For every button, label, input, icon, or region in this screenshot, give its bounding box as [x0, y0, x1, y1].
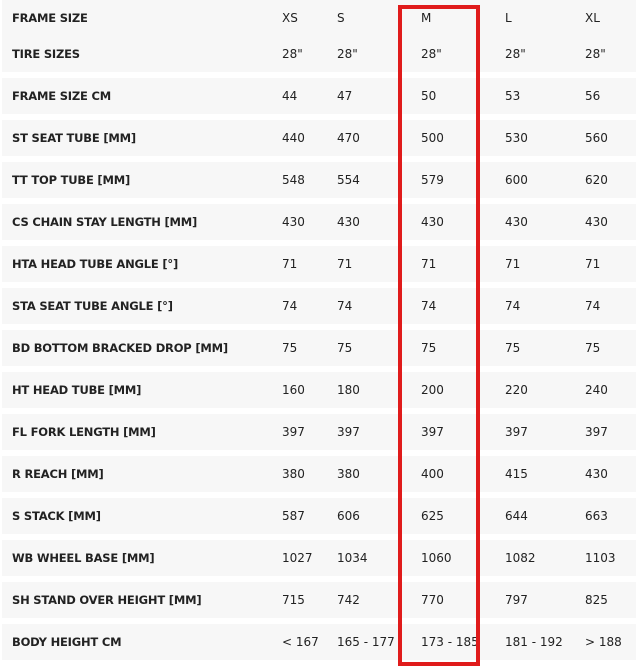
table-row	[2, 624, 636, 660]
row-value-s: 430	[337, 215, 360, 229]
row-label: STA SEAT TUBE ANGLE [°]	[12, 299, 173, 313]
row-value-l: 797	[505, 593, 528, 607]
row-label: SH STAND OVER HEIGHT [MM]	[12, 593, 202, 607]
row-value-xl: 560	[585, 131, 608, 145]
row-label: R REACH [MM]	[12, 467, 104, 481]
table-row	[2, 582, 636, 618]
header-size-s: S	[337, 11, 345, 25]
row-value-xl: > 188	[585, 635, 622, 649]
row-value-l: 397	[505, 425, 528, 439]
row-value-xl: 430	[585, 467, 608, 481]
row-value-s: 1034	[337, 551, 368, 565]
table-row	[2, 372, 636, 408]
row-value-m: 430	[421, 215, 444, 229]
row-value-xl: 71	[585, 257, 601, 271]
table-row	[2, 498, 636, 534]
row-value-m: 770	[421, 593, 444, 607]
row-value-xs: 548	[282, 173, 305, 187]
row-value-xl: 825	[585, 593, 608, 607]
row-value-m: 75	[421, 341, 437, 355]
row-value-l: 220	[505, 383, 528, 397]
row-value-l: 75	[505, 341, 521, 355]
row-value-l: 430	[505, 215, 528, 229]
row-value-xs: 430	[282, 215, 305, 229]
geometry-table	[2, 0, 636, 660]
header-label: FRAME SIZE	[12, 11, 88, 25]
row-value-l: 415	[505, 467, 528, 481]
row-value-s: 75	[337, 341, 353, 355]
row-value-m: 28"	[421, 47, 442, 61]
header-size-xl: XL	[585, 11, 600, 25]
row-value-xs: 28"	[282, 47, 303, 61]
row-label: CS CHAIN STAY LENGTH [MM]	[12, 215, 198, 229]
row-label: FL FORK LENGTH [MM]	[12, 425, 156, 439]
row-value-m: 71	[421, 257, 437, 271]
row-value-xl: 28"	[585, 47, 606, 61]
header-size-xs: XS	[282, 11, 298, 25]
row-value-xl: 1103	[585, 551, 616, 565]
row-value-l: 530	[505, 131, 528, 145]
row-value-xs: < 167	[282, 635, 319, 649]
row-value-s: 742	[337, 593, 360, 607]
row-value-m: 200	[421, 383, 444, 397]
header-size-m: M	[421, 11, 432, 25]
row-value-xl: 56	[585, 89, 601, 103]
table-row	[2, 330, 636, 366]
row-value-xl: 620	[585, 173, 608, 187]
table-row	[2, 78, 636, 114]
table-row	[2, 288, 636, 324]
table-row	[2, 414, 636, 450]
row-value-xl: 397	[585, 425, 608, 439]
row-value-xs: 75	[282, 341, 298, 355]
row-value-l: 74	[505, 299, 521, 313]
row-label: S STACK [MM]	[12, 509, 101, 523]
row-label: WB WHEEL BASE [MM]	[12, 551, 155, 565]
row-value-s: 606	[337, 509, 360, 523]
table-header-row	[2, 0, 636, 36]
row-value-s: 470	[337, 131, 360, 145]
row-value-s: 71	[337, 257, 353, 271]
row-value-l: 71	[505, 257, 521, 271]
table-row	[2, 204, 636, 240]
row-value-xl: 430	[585, 215, 608, 229]
row-value-m: 400	[421, 467, 444, 481]
row-value-l: 28"	[505, 47, 526, 61]
row-value-xl: 240	[585, 383, 608, 397]
row-label: ST SEAT TUBE [MM]	[12, 131, 136, 145]
row-value-l: 1082	[505, 551, 536, 565]
row-value-xs: 71	[282, 257, 298, 271]
row-value-xl: 74	[585, 299, 601, 313]
table-row	[2, 36, 636, 72]
row-value-s: 380	[337, 467, 360, 481]
row-label: HT HEAD TUBE [MM]	[12, 383, 142, 397]
row-value-m: 1060	[421, 551, 452, 565]
row-value-m: 397	[421, 425, 444, 439]
row-value-s: 74	[337, 299, 353, 313]
row-value-m: 579	[421, 173, 444, 187]
row-value-l: 53	[505, 89, 521, 103]
table-row	[2, 120, 636, 156]
table-row	[2, 540, 636, 576]
row-label: BD BOTTOM BRACKED DROP [MM]	[12, 341, 228, 355]
row-value-s: 397	[337, 425, 360, 439]
row-value-xs: 397	[282, 425, 305, 439]
header-size-l: L	[505, 11, 512, 25]
row-value-m: 625	[421, 509, 444, 523]
row-value-l: 644	[505, 509, 528, 523]
table-row	[2, 456, 636, 492]
row-value-m: 173 - 185	[421, 635, 479, 649]
row-label: FRAME SIZE CM	[12, 89, 111, 103]
row-value-xs: 74	[282, 299, 298, 313]
row-value-s: 28"	[337, 47, 358, 61]
row-label: BODY HEIGHT CM	[12, 635, 122, 649]
row-label: HTA HEAD TUBE ANGLE [°]	[12, 257, 179, 271]
row-value-s: 47	[337, 89, 353, 103]
row-value-m: 74	[421, 299, 437, 313]
row-value-l: 600	[505, 173, 528, 187]
row-value-m: 500	[421, 131, 444, 145]
row-value-xs: 587	[282, 509, 305, 523]
row-value-xs: 715	[282, 593, 305, 607]
row-value-xs: 1027	[282, 551, 313, 565]
row-value-m: 50	[421, 89, 437, 103]
table-row	[2, 246, 636, 282]
row-value-xs: 160	[282, 383, 305, 397]
row-value-s: 554	[337, 173, 360, 187]
row-value-xs: 44	[282, 89, 298, 103]
row-value-xl: 75	[585, 341, 601, 355]
row-value-l: 181 - 192	[505, 635, 563, 649]
row-value-xs: 380	[282, 467, 305, 481]
row-label: TIRE SIZES	[12, 47, 80, 61]
row-value-xl: 663	[585, 509, 608, 523]
row-value-xs: 440	[282, 131, 305, 145]
row-value-s: 180	[337, 383, 360, 397]
row-value-s: 165 - 177	[337, 635, 395, 649]
table-row	[2, 162, 636, 198]
row-label: TT TOP TUBE [MM]	[12, 173, 131, 187]
